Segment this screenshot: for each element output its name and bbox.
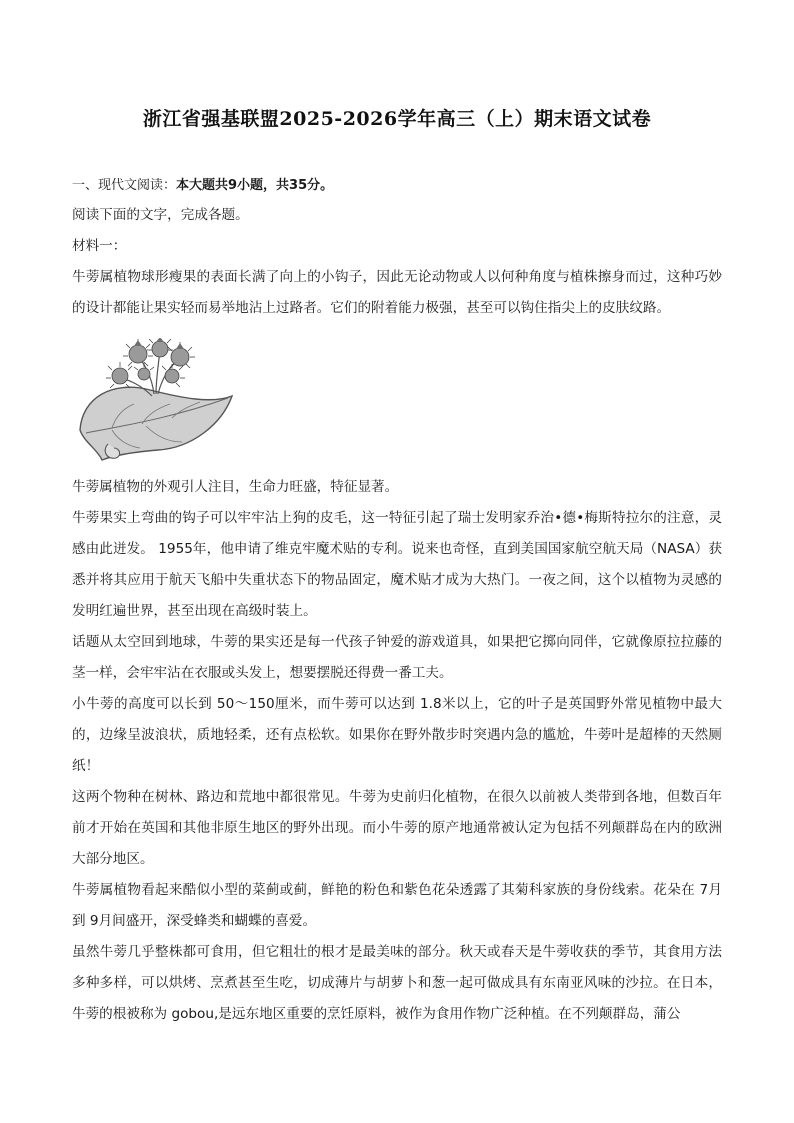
exam-title: 浙江省强基联盟2025-2026学年高三（上）期末语文试卷: [142, 108, 652, 130]
paragraph-habitat: 这两个物种在树林、路边和荒地中都很常见。牛蒡为史前归化植物，在很久以前被人类带到各地，但数百年前才开始在英国和其他非原生地区的野外出现。而小牛蒡的原产地通常被认定为包括不列颠群岛在内的欧洲大部分地区。: [72, 789, 722, 867]
paragraph-flowers: 牛蒡属植物看起来酷似小型的菜蓟或蓟，鲜艳的粉色和紫色花朵透露了其菊科家族的身份线索。花朵在 7月到 9月间盛开，深受蜂类和蝴蝶的喜爱。: [72, 882, 722, 929]
exam-body: [72, 172, 722, 1030]
figure-caption: 牛蒡属植物的外观引人注目，生命力旺盛，特征显著。: [72, 479, 399, 495]
section-heading: [72, 172, 722, 200]
paragraph-children-game: 话题从太空回到地球，牛蒡的果实还是每一代孩子钟爱的游戏道具，如果把它掷向同伴，它就像原拉拉藤的茎一样，会牢牢沾在衣服或头发上，想要摆脱还得费一番工夫。: [72, 634, 722, 681]
paragraph-plant-size: 小牛蒡的高度可以长到 50～150厘米，而牛蒡可以达到 1.8米以上，它的叶子是英国野外常见植物中最大的，边缘呈波浪状，质地轻柔，还有点松软。如果你在野外散步时突遇内急的尴尬，牛蒡叶是超棒的天然厕纸！: [72, 696, 722, 774]
material-label: 材料一：: [72, 238, 127, 254]
paragraph-burdock-hooks: 牛蒡属植物球形瘦果的表面长满了向上的小钩子，因此无论动物或人以何种角度与植株擦身而过，这种巧妙的设计都能让果实轻而易举地沾上过路者。它们的附着能力极强，甚至可以钩住指尖上的皮肤纹路。: [72, 269, 722, 316]
reading-instruction: 阅读下面的文字，完成各题。: [72, 207, 249, 223]
paragraph-edible-root: 虽然牛蒡几乎整株都可食用，但它粗壮的根才是最美味的部分。秋天或春天是牛蒡收获的季节，其食用方法多种多样，可以烘烤、烹煮甚至生吃，切成薄片与胡萝卜和葱一起可做成具有东南亚风味的沙拉。在日本，牛蒡的根被称为 gobou,是远东地区重要的烹饪原料，被作为食用作物广泛种植。在不列颠群岛，蒲公: [72, 944, 722, 1022]
section-number: 一、现代文阅读：: [72, 178, 177, 193]
section-description: 本大题共9小题，共35分。: [176, 178, 334, 193]
paragraph-velcro-invention: 牛蒡果实上弯曲的钩子可以牢牢沾上狗的皮毛，这一特征引起了瑞士发明家乔治•德•梅斯特拉尔的注意，灵感由此迸发。 1955年，他申请了维克牢魔术贴的专利。说来也奇怪，直到美国国家航空航天局（NASA）获悉并将其应用于航天飞船中失重状态下的物品固定，魔术贴才成为大热门。一夜之间，这个以植物为灵感的发明红遍世界，甚至出现在高级时装上。: [72, 510, 722, 619]
burdock-plant-illustration-icon: [72, 338, 238, 468]
